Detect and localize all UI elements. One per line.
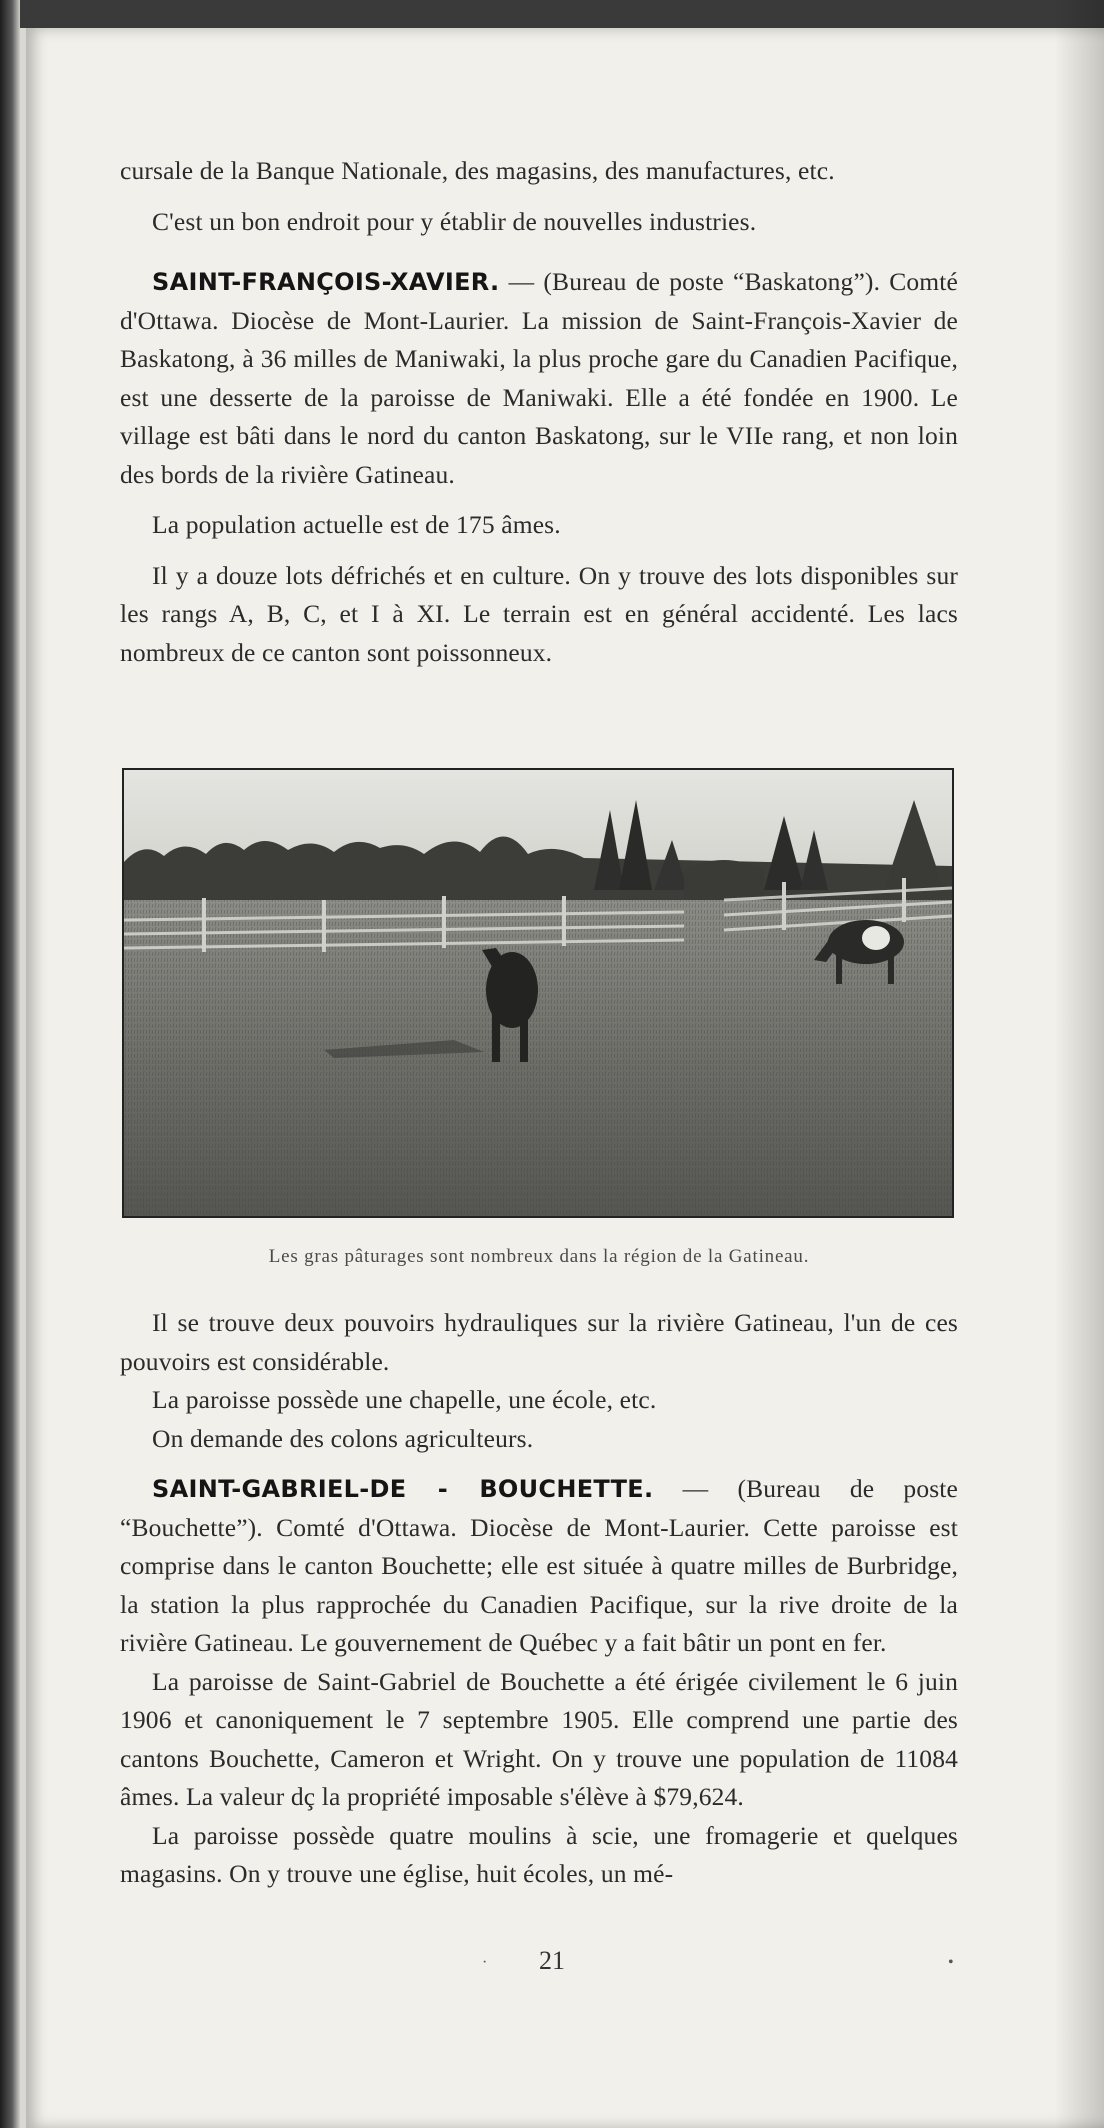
speck-mark: ·	[482, 1954, 488, 1971]
speck-mark: •	[948, 1954, 954, 1971]
paragraph-population: La population actuelle est de 175 âmes.	[152, 510, 561, 539]
section-heading: SAINT-GABRIEL-DE - BOUCHETTE.	[152, 1475, 654, 1503]
top-text-block	[120, 152, 958, 672]
paragraph-colons: On demande des colons agriculteurs.	[152, 1423, 534, 1453]
paragraph-lots: Il y a douze lots défrichés et en culture. On y trouve des lots disponibles sur les rangs A, B, C, et I à XI. Le terrain est en général accidenté. Les lacs nombreux de ce canton sont poissonneux.	[120, 560, 958, 667]
book-spine	[0, 0, 20, 2128]
paragraph-hydraulic: Il se trouve deux pouvoirs hydrauliques sur la rivière Gatineau, l'un de ces pouvoirs est considérable.	[120, 1308, 958, 1376]
section-saint-francois-xavier	[120, 263, 958, 494]
paragraph-erection: La paroisse de Saint-Gabriel de Bouchette a été érigée civilement le 6 juin 1906 et canoniquement le 7 septembre 1905. Elle comprend une partie des cantons Bouchette, Cameron et Wright. On y trouve une population de 11084 âmes. La valeur dç la propriété imposable s'élève à $79,624.	[120, 1666, 958, 1811]
section-body: — (Bureau de poste “Baskatong”). Comté d'Ottawa. Diocèse de Mont-Laurier. La mission de Saint-François-Xavier de Baskatong, à 36 milles de Maniwaki, la plus proche gare du Canadien Pacifique, est une desserte de la paroisse de Maniwaki. Elle a été fondée en 1900. Le village est bâti dans le nord du canton Baskatong, sur le VIIe rang, et non loin des bords de la rivière Gatineau.	[120, 267, 958, 489]
section-heading: SAINT-FRANÇOIS-XAVIER.	[152, 268, 500, 296]
paragraph-continued: cursale de la Banque Nationale, des magasins, des manufactures, etc.	[120, 156, 835, 185]
section-body: — (Bureau de poste “Bouchette”). Comté d'Ottawa. Diocèse de Mont-Laurier. Cette paroisse est comprise dans le canton Bouchette; elle est située à quatre milles de Burbridge, la station la plus rapprochée du Canadien Pacifique, sur la rive droite de la rivière Gatineau. Le gouvernement de Québec y a fait bâtir un pont en fer.	[120, 1474, 959, 1657]
page-number: 21	[539, 1946, 565, 1975]
photo-caption: Les gras pâturages sont nombreux dans la région de la Gatineau.	[268, 1246, 810, 1267]
paragraph-mills: La paroisse possède quatre moulins à scie, une fromagerie et quelques magasins. On y trouve une église, huit écoles, un mé-	[120, 1820, 958, 1888]
paragraph-industries: C'est un bon endroit pour y établir de nouvelles industries.	[152, 206, 757, 236]
lower-text-block	[120, 1304, 958, 1894]
section-saint-gabriel-de-bouchette	[120, 1470, 958, 1663]
pasture-photograph	[122, 768, 954, 1218]
paragraph-chapel: La paroisse possède une chapelle, une école, etc.	[152, 1385, 657, 1414]
page-edge-shadow	[1054, 0, 1104, 2128]
